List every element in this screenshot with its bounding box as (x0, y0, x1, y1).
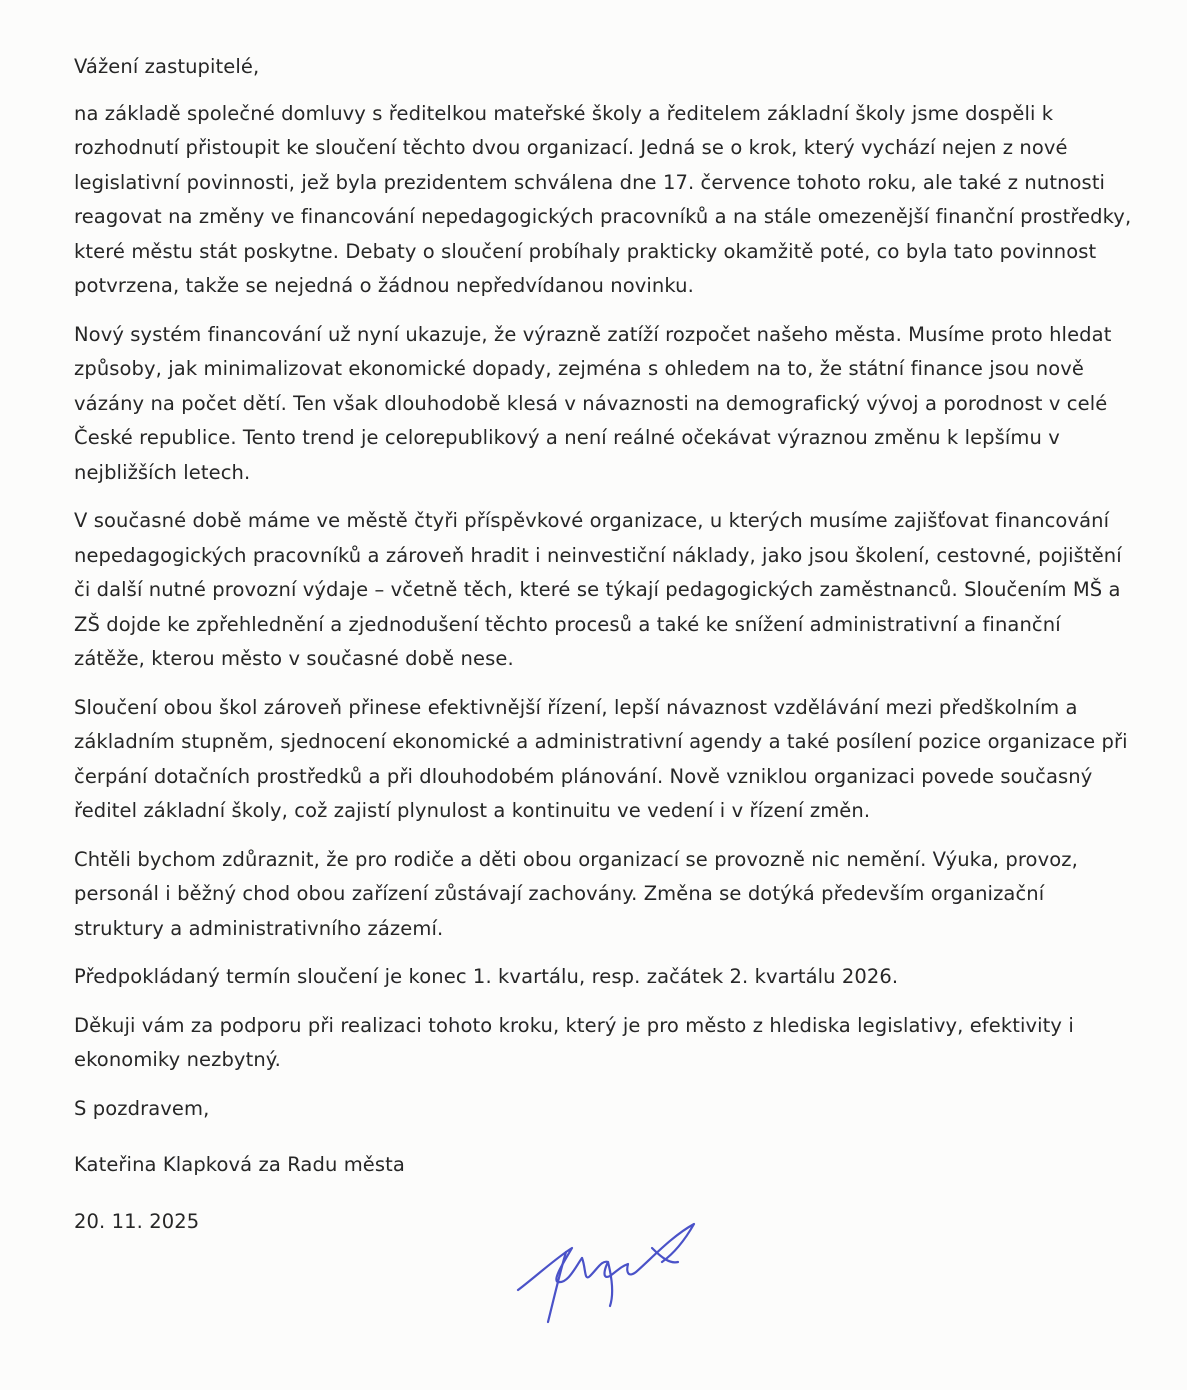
paragraph-3: V současné době máme ve městě čtyři příspěvkové organizace, u kterých musíme zajišťovat financování nepedagogických pracovníků a zároveň hradit i neinvestiční náklady, jako jsou školení, cestovné, pojištění či další nutné provozní výdaje – včetně těch, které se týkají pedagogických zaměstnanců. Sloučením MŠ a ZŠ dojde ke zpřehlednění a zjednodušení těchto procesů a také ke snížení administrativní a finanční zátěže, kterou město v současné době nese. (74, 509, 1122, 670)
closing: S pozdravem, (74, 1096, 210, 1120)
signer-name: Kateřina Klapková za Radu města (74, 1153, 405, 1176)
letter-date: 20. 11. 2025 (74, 1209, 200, 1233)
letter-body (74, 50, 1134, 1239)
paragraph-7: Děkuji vám za podporu při realizaci tohoto kroku, který je pro město z hlediska legislativy, efektivity i ekonomiky nezbytný. (74, 1013, 1074, 1071)
paragraph-2: Nový systém financování už nyní ukazuje, že výrazně zatíží rozpočet našeho města. Musíme proto hledat způsoby, jak minimalizovat ekonomické dopady, zejména s ohledem na to, že státní finance jsou nově vázány na počet dětí. Ten však dlouhodobě klesá v návaznosti na demografický vývoj a porodnost v celé České republice. Tento trend je celorepublikový a není reálné očekávat výraznou změnu k lepšímu v nejbližších letech. (74, 322, 1112, 484)
handwritten-signature (512, 1218, 712, 1338)
paragraph-4: Sloučení obou škol zároveň přinese efektivnější řízení, lepší návaznost vzdělávání mezi předškolním a základním stupněm, sjednocení ekonomické a administrativní agendy a také posílení pozice organizace při čerpání dotačních prostředků a při dlouhodobém plánování. Nově vzniklou organizaci povede současný ředitel základní školy, což zajistí plynulost a kontinuitu ve vedení i v řízení změn. (74, 695, 1128, 822)
paragraph-1: na základě společné domluvy s ředitelkou mateřské školy a ředitelem základní školy jsme dospěli k rozhodnutí přistoupit ke sloučení těchto dvou organizací. Jedná se o krok, který vychází nejen z nové legislativní povinnosti, jež byla prezidentem schválena dne 17. července tohoto roku, ale také z nutnosti reagovat na změny ve financování nepedagogických pracovníků a na stále omezenější finanční prostředky, které městu stát poskytne. Debaty o sloučení probíhaly prakticky okamžitě poté, co byla tato povinnost potvrzena, takže se nejedná o žádnou nepředvídanou novinku. (74, 101, 1132, 297)
paragraph-6: Předpokládaný termín sloučení je konec 1. kvartálu, resp. začátek 2. kvartálu 2026. (74, 965, 899, 988)
salutation: Vážení zastupitelé, (74, 55, 260, 78)
paragraph-5: Chtěli bychom zdůraznit, že pro rodiče a děti obou organizací se provozně nic nemění. Výuka, provoz, personál i běžný chod obou zařízení zůstávají zachovány. Změna se dotýká především organizační struktury a administrativního zázemí. (74, 847, 1078, 940)
